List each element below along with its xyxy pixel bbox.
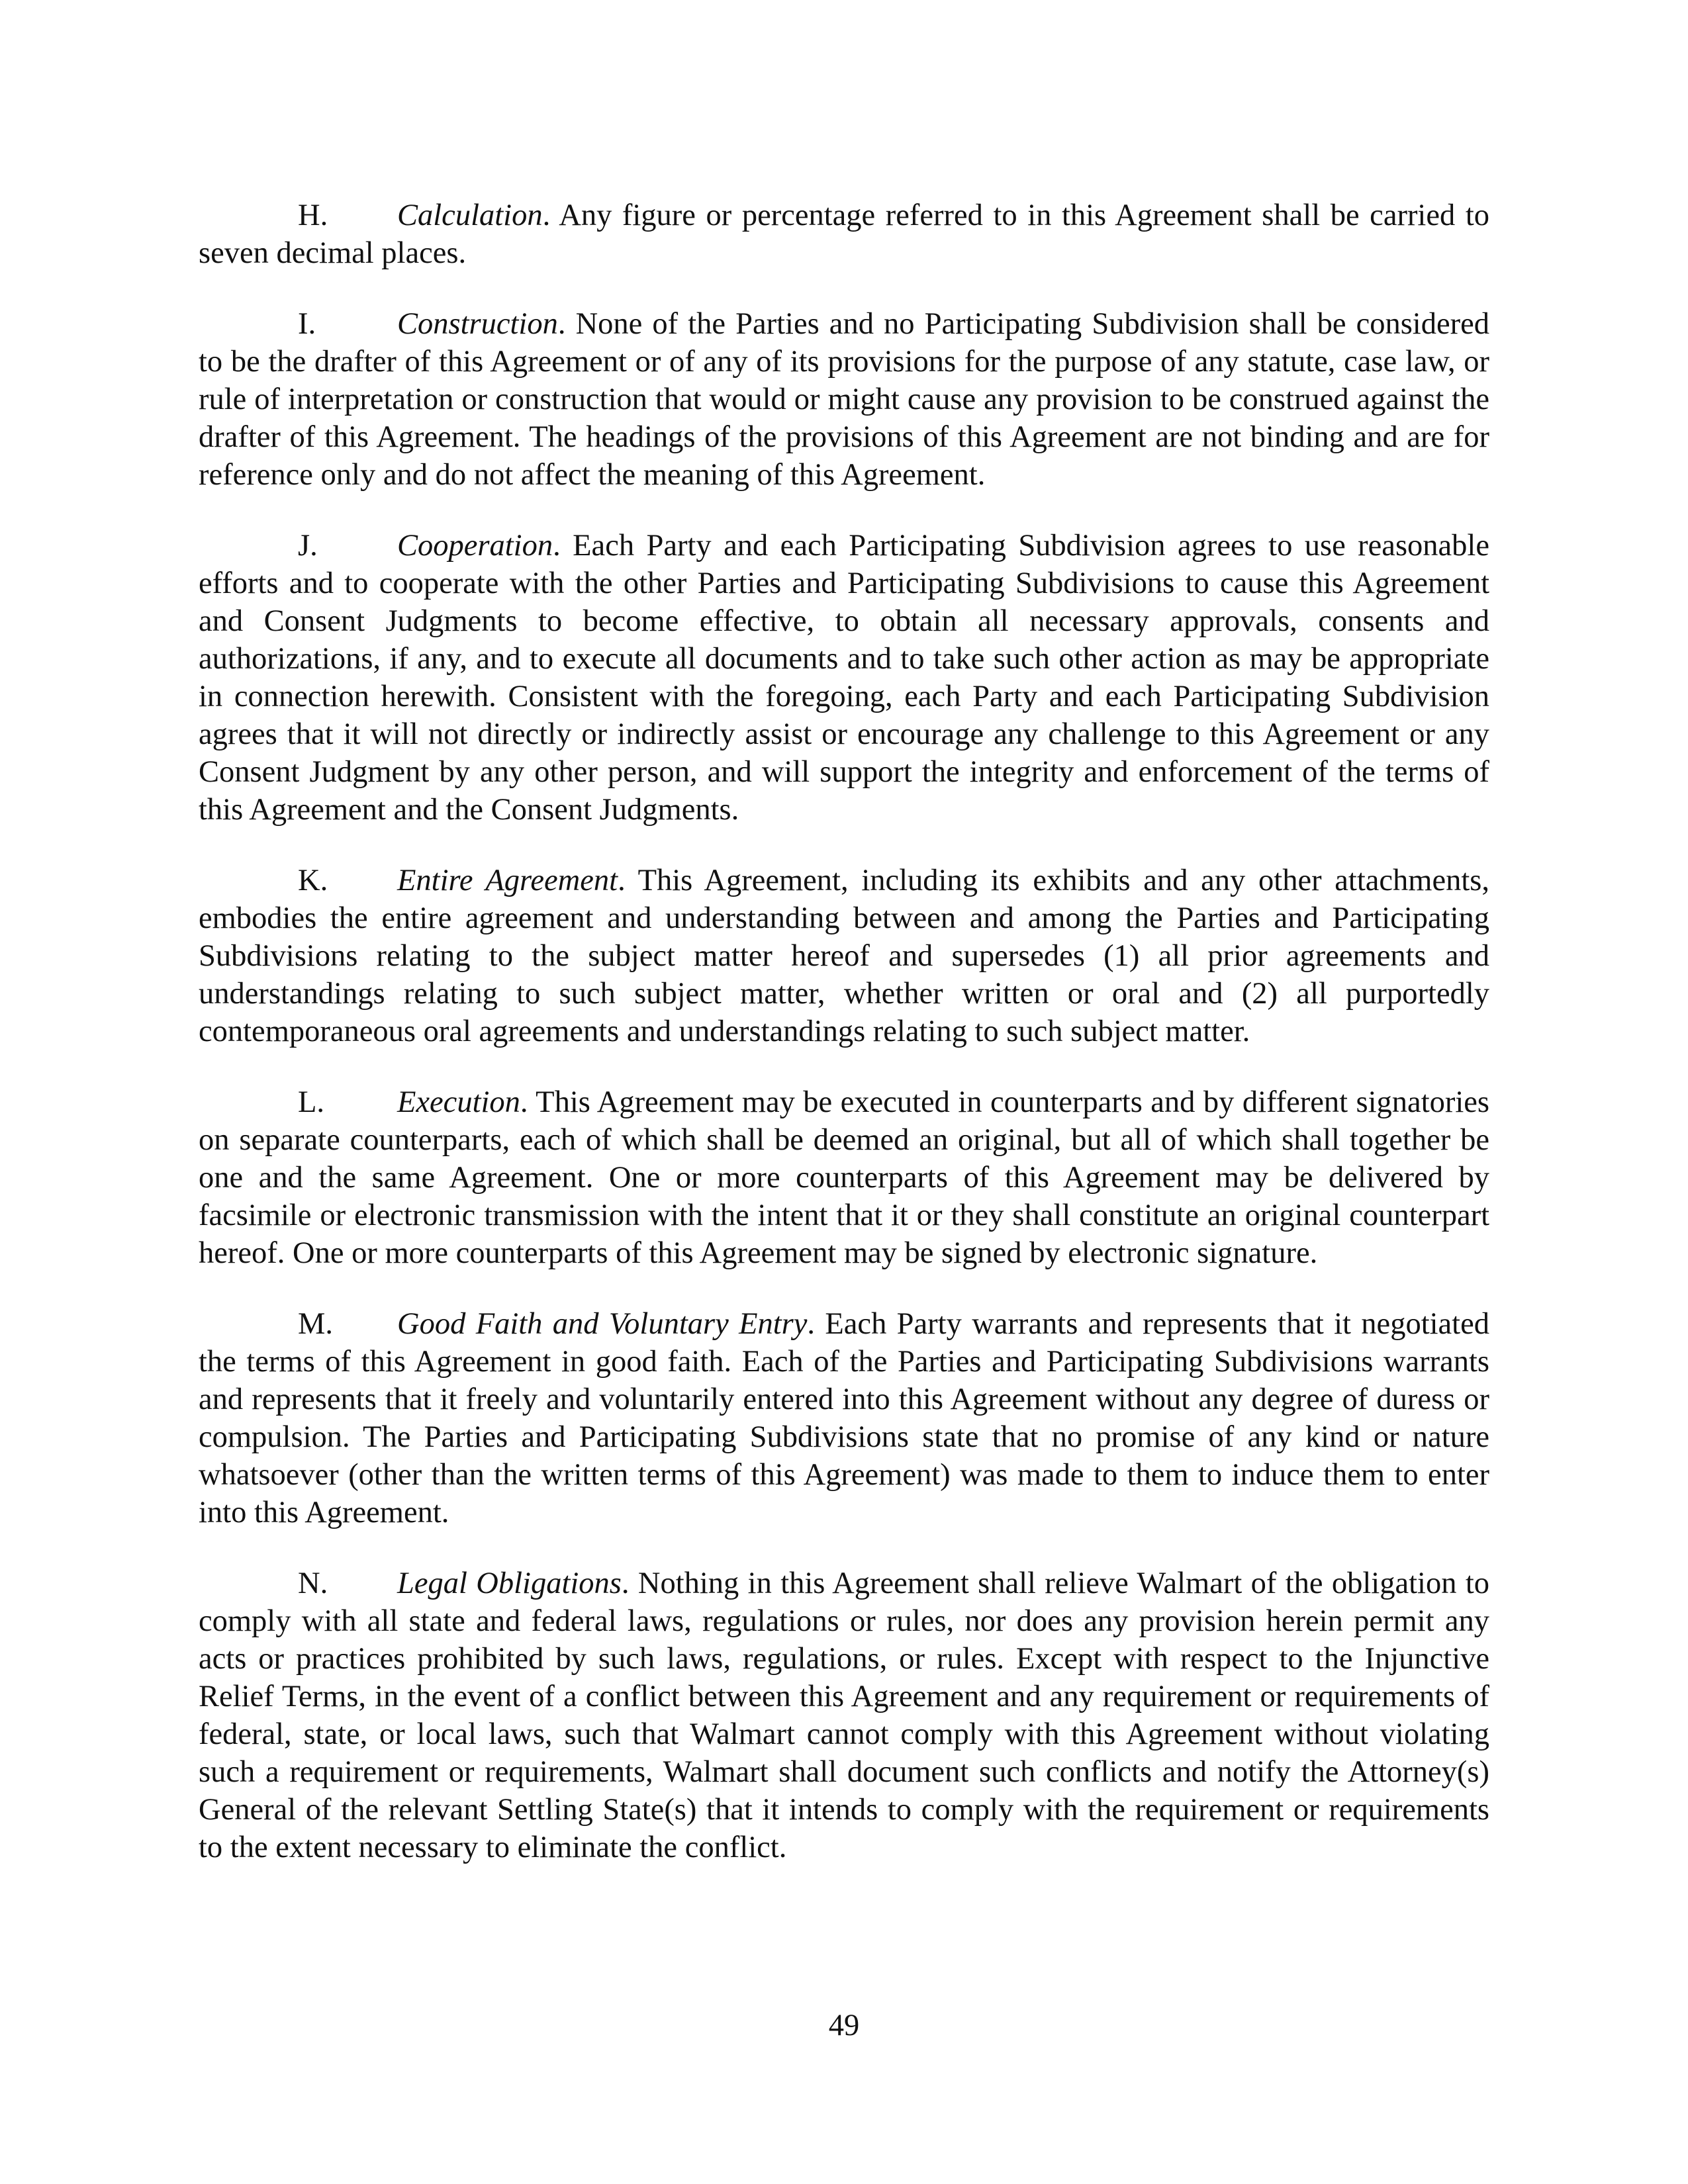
section-text: . Each Party warrants and represents that it negotiated the terms of this Agreement in good faith. Each of the Parties and Participating Subdivisions warrants and represents that it freely and voluntarily entered into this Agreement without any degree of duress or compulsion. The Parties and Participating Subdivisions state that no promise of any kind or nature whatsoever (other than the written terms of this Agreement) was made to them to induce them to enter into this Agreement. bbox=[199, 1307, 1489, 1529]
section-n bbox=[199, 1565, 1489, 1866]
section-text: . Each Party and each Participating Subdivision agrees to use reasonable efforts and to cooperate with the other Parties and Participating Subdivisions to cause this Agreement and Consent Judgments to become effective, to obtain all necessary approvals, consents and authorizations, if any, and to execute all documents and to take such other action as may be appropriate in connection herewith. Consistent with the foregoing, each Party and each Participating Subdivision agrees that it will not directly or indirectly assist or encourage any challenge to this Agreement or any Consent Judgment by any other person, and will support the integrity and enforcement of the terms of this Agreement and the Consent Judgments. bbox=[199, 529, 1489, 827]
section-k bbox=[199, 862, 1489, 1050]
section-letter: M. bbox=[298, 1307, 333, 1341]
document-body bbox=[199, 197, 1489, 1899]
section-l bbox=[199, 1083, 1489, 1272]
section-heading: Construction bbox=[397, 307, 558, 341]
section-text: . This Agreement, including its exhibits and any other attachments, embodies the entire agreement and understanding between and among the Parties and Participating Subdivisions relating to the subject matter hereof and supersedes (1) all prior agreements and understandings relating to such subject matter, whether written or oral and (2) all purportedly contemporaneous oral agreements and understandings relating to such subject matter. bbox=[199, 864, 1489, 1048]
section-heading: Good Faith and Voluntary Entry bbox=[397, 1307, 808, 1341]
section-heading: Entire Agreement bbox=[397, 864, 618, 897]
section-letter: J. bbox=[298, 529, 318, 563]
section-letter: K. bbox=[298, 864, 328, 897]
section-i bbox=[199, 305, 1489, 494]
section-heading: Legal Obligations bbox=[397, 1567, 622, 1600]
section-text: . Any figure or percentage referred to in this Agreement shall be carried to seven decimal places. bbox=[199, 199, 1489, 270]
section-letter: L. bbox=[298, 1085, 325, 1119]
page-number: 49 bbox=[828, 2009, 860, 2042]
section-j bbox=[199, 527, 1489, 829]
section-letter: H. bbox=[298, 199, 328, 232]
section-heading: Cooperation bbox=[397, 529, 553, 563]
section-text: . None of the Parties and no Participating Subdivision shall be considered to be the drafter of this Agreement or of any of its provisions for the purpose of any statute, case law, or rule of interpretation or construction that would or might cause any provision to be construed against the drafter of this Agreement. The headings of the provisions of this Agreement are not binding and are for reference only and do not affect the meaning of this Agreement. bbox=[199, 307, 1489, 492]
section-m bbox=[199, 1305, 1489, 1531]
section-heading: Execution bbox=[397, 1085, 520, 1119]
section-heading: Calculation bbox=[397, 199, 543, 232]
section-letter: I. bbox=[298, 307, 316, 341]
section-letter: N. bbox=[298, 1567, 328, 1600]
section-text: . Nothing in this Agreement shall relieve Walmart of the obligation to comply with all state and federal laws, regulations or rules, nor does any provision herein permit any acts or practices prohibited by such laws, regulations, or rules. Except with respect to the Injunctive Relief Terms, in the event of a conflict between this Agreement and any requirement or requirements of federal, state, or local laws, such that Walmart cannot comply with this Agreement without violating such a requirement or requirements, Walmart shall document such conflicts and notify the Attorney(s) General of the relevant Settling State(s) that it intends to comply with the requirement or requirements to the extent necessary to eliminate the conflict. bbox=[199, 1567, 1489, 1864]
section-h bbox=[199, 197, 1489, 272]
section-text: . This Agreement may be executed in counterparts and by different signatories on separate counterparts, each of which shall be deemed an original, but all of which shall together be one and the same Agreement. One or more counterparts of this Agreement may be delivered by facsimile or electronic transmission with the intent that it or they shall constitute an original counterpart hereof. One or more counterparts of this Agreement may be signed by electronic signature. bbox=[199, 1085, 1489, 1270]
